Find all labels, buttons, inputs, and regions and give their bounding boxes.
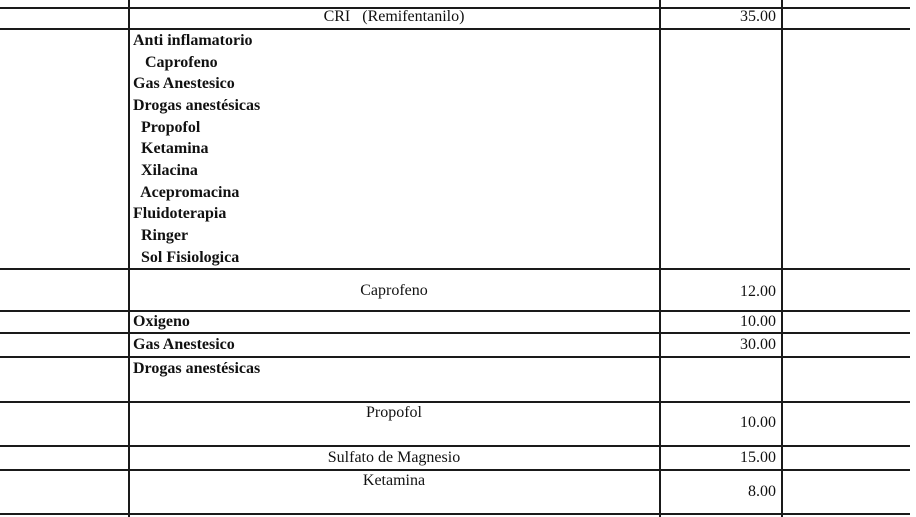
list-item: Xilacina [137, 162, 198, 179]
propofol-label: Propofol [366, 404, 422, 421]
list-item: Gas Anestesico [133, 75, 235, 92]
list-item: Caprofeno [137, 54, 218, 71]
column-divider [128, 0, 130, 517]
row-divider [0, 513, 910, 515]
oxigeno-label: Oxigeno [133, 313, 190, 330]
row-divider [0, 332, 910, 334]
row-divider [0, 445, 910, 447]
list-item: Sol Fisiologica [137, 249, 240, 266]
list-item: Ringer [137, 227, 189, 244]
list-item: Drogas anestésicas [133, 97, 261, 114]
column-divider [781, 0, 783, 517]
list-item: Fluidoterapia [133, 205, 227, 222]
list-item: Propofol [137, 119, 201, 136]
caprofeno-price: 12.00 [740, 283, 776, 300]
list-item: Acepromacina [137, 184, 240, 201]
propofol-price: 10.00 [740, 414, 776, 431]
gas-label: Gas Anestesico [133, 336, 235, 353]
magnesio-price: 15.00 [740, 449, 776, 466]
drogas-label: Drogas anestésicas [133, 360, 261, 377]
row-divider [0, 28, 910, 30]
cri-label: CRI (Remifentanilo) [323, 8, 465, 25]
list-item: Anti inflamatorio [133, 32, 253, 49]
row-divider [0, 268, 910, 270]
gas-price: 30.00 [740, 336, 776, 353]
cri-price: 35.00 [740, 8, 776, 25]
magnesio-label: Sulfato de Magnesio [327, 449, 461, 466]
ketamina-price: 8.00 [748, 483, 776, 500]
ketamina-label: Ketamina [362, 472, 426, 489]
caprofeno-label: Caprofeno [360, 282, 428, 299]
list-item: Ketamina [137, 140, 209, 157]
oxigeno-price: 10.00 [740, 313, 776, 330]
column-divider [659, 0, 661, 517]
row-divider [0, 356, 910, 358]
